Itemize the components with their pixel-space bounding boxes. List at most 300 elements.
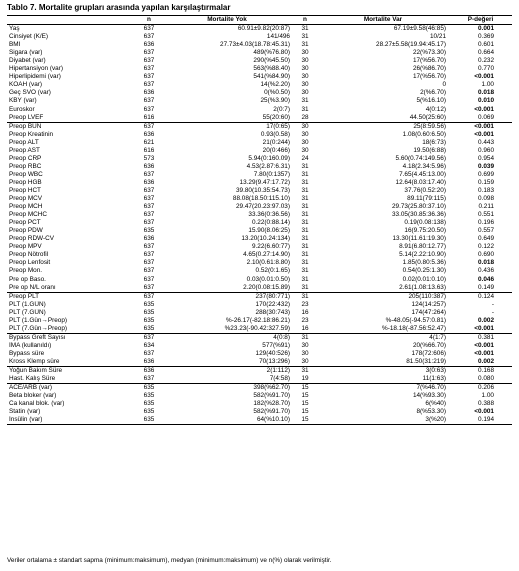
n-value: 635 [143, 408, 155, 416]
row-label: Preop Kreatinin [9, 130, 54, 138]
no-mortality-value: 25(%3.90) [260, 97, 290, 105]
n-value: 31 [301, 267, 309, 275]
n-value: 616 [143, 113, 155, 121]
row-label: Yaş [9, 25, 20, 33]
n-value: 30 [301, 138, 309, 146]
p-value: 0.770 [478, 65, 494, 73]
n-value: 636 [143, 357, 155, 365]
n-value: 30 [301, 57, 309, 65]
table-row [7, 358, 512, 367]
table-row [7, 49, 512, 57]
n-value: 637 [143, 195, 155, 203]
no-mortality-value: 9.22(6.60:77) [251, 243, 290, 251]
n-value: 637 [143, 259, 155, 267]
p-value: 0.001 [478, 25, 494, 33]
p-value: <0.001 [474, 324, 494, 332]
row-label: Preop AST [9, 146, 40, 154]
n-value: 637 [143, 25, 155, 33]
n-value: 637 [143, 203, 155, 211]
p-value: 0.649 [478, 235, 494, 243]
table-row [7, 350, 512, 358]
table-row [7, 325, 512, 334]
row-label: Preop CRP [9, 154, 42, 162]
n-value: 637 [137, 122, 161, 131]
table-row [7, 301, 512, 309]
row-label: Hiperlipidemi (var) [9, 73, 61, 81]
n-value: 637 [137, 333, 161, 342]
table-row [7, 139, 512, 147]
table-row [7, 317, 512, 325]
row-label: Sigara (var) [9, 49, 43, 57]
p-value: 0.098 [478, 195, 494, 203]
n-value: 31 [301, 219, 309, 227]
no-mortality-value: 70(13:296) [259, 357, 290, 365]
mortality-value: 0.54(0.25:1.30) [402, 267, 446, 275]
table-row [7, 416, 512, 425]
p-value: 1.00 [481, 392, 494, 400]
mortality-value: 22(%73.30) [412, 49, 446, 57]
mortality-value: 11(1:63) [422, 375, 446, 383]
table-row [7, 309, 512, 317]
row-label: ACE/ARB (var) [7, 384, 137, 393]
n-value: 637 [143, 275, 155, 283]
n-value: 31 [301, 227, 309, 235]
table-row [7, 284, 512, 293]
n-value: 636 [143, 130, 155, 138]
no-mortality-value: 0.52(0:1.65) [255, 267, 290, 275]
n-value: 637 [143, 267, 155, 275]
row-label: PLT (1.Gün→Preop) [9, 316, 68, 324]
table-row [7, 114, 512, 123]
table-row [7, 333, 512, 342]
mortality-value: 8.91(6.80:12.77) [399, 243, 446, 251]
table-row [7, 243, 512, 251]
n-value: 31 [301, 97, 309, 105]
n-value: 30 [293, 122, 317, 131]
table-row [7, 131, 512, 139]
mortality-value: 19.50(6:88) [413, 146, 446, 154]
table-row [7, 33, 512, 41]
p-value: 0.954 [478, 154, 494, 162]
p-value: <0.001 [474, 73, 494, 81]
table-row [7, 179, 512, 187]
n-value: 31 [301, 203, 309, 211]
n-value: 636 [143, 41, 155, 49]
table-row [7, 163, 512, 171]
p-value: 0.002 [478, 357, 494, 365]
p-value: <0.001 [474, 341, 494, 349]
row-label: KOAH (var) [9, 81, 43, 89]
mortality-value: 4(1:7) [317, 333, 449, 342]
n-value: 616 [143, 146, 155, 154]
table-row [7, 73, 512, 81]
comparison-table [7, 15, 512, 425]
n-value: 16 [301, 324, 309, 332]
no-mortality-value: 141/496 [266, 33, 290, 41]
row-label: Preop Mon. [9, 267, 43, 275]
table-row [7, 392, 512, 400]
p-value: 0.551 [478, 211, 494, 219]
n-value: 636 [143, 89, 155, 97]
mortality-value: 0.02(0.01:0.10) [402, 275, 446, 283]
n-value: 637 [143, 219, 155, 227]
no-mortality-value: 27.73±4.03(18.78:45.31) [220, 41, 290, 49]
table-row [7, 57, 512, 65]
no-mortality-value: 17(0:65) [161, 122, 293, 131]
p-value: 0.369 [478, 33, 494, 41]
n-value: 30 [301, 81, 309, 89]
n-value: 30 [301, 89, 309, 97]
p-value: 0.443 [478, 138, 494, 146]
no-mortality-value: 288(30:743) [255, 308, 290, 316]
no-mortality-value: 4.53(2.87:6.31) [246, 162, 290, 170]
row-label: Preop MPV [9, 243, 42, 251]
mortality-value: 5.60(0.74:149.56) [395, 154, 446, 162]
n-value: 31 [301, 283, 309, 291]
mortality-value: 67.19±9.58(46:85) [393, 25, 446, 33]
no-mortality-value: 2(0:7) [273, 105, 290, 113]
p-value: 0.388 [478, 400, 494, 408]
table-row [7, 251, 512, 259]
row-label: Beta bloker (var) [9, 392, 57, 400]
mortality-value: %-18.18(-87.56:52.47) [382, 324, 446, 332]
no-mortality-value: 2.10(0.61:8.80) [246, 259, 290, 267]
n-value: 31 [301, 33, 309, 41]
no-mortality-value: 60.91±9.82(20:87) [237, 25, 290, 33]
row-label: Preop Lenfosit [9, 259, 51, 267]
row-label: Cinsiyet (K/E) [9, 33, 49, 41]
mortality-value: 205(110:387) [317, 292, 449, 301]
table-row [7, 155, 512, 163]
n-value: 30 [301, 65, 309, 73]
table-footnote: Veriler ortalama ± standart sapma (minimum:maksimum), medyan (minimum:maksimum) ve n(%) olarak verilmiştir. [7, 557, 332, 564]
mortality-value: 1.85(0.80:5.36) [402, 259, 446, 267]
table-row [7, 227, 512, 235]
p-value: 0.159 [478, 178, 494, 186]
no-mortality-value: 541(%84.90) [253, 73, 290, 81]
p-value: 0.069 [478, 113, 494, 121]
row-label: Preop ALT [9, 138, 39, 146]
p-value: 0.194 [449, 416, 512, 425]
n-value: 15 [301, 400, 309, 408]
no-mortality-value: 39.80(10.35:54.73) [235, 186, 290, 194]
n-value: 637 [143, 211, 155, 219]
row-label: Kross Klemp süre [9, 357, 60, 365]
no-mortality-value: 2(1:112) [161, 367, 293, 376]
table-row [7, 367, 512, 376]
row-label: PLT (1.GÜN) [9, 300, 46, 308]
p-value: <0.001 [474, 349, 494, 357]
p-value: <0.001 [449, 122, 512, 131]
row-label: Preop MCV [9, 195, 43, 203]
n-value: 23 [301, 316, 309, 324]
row-label: İMA (kullanıldı) [9, 341, 52, 349]
row-label: Bypass Greft Sayısı [7, 333, 137, 342]
table-title: Tablo 7. Mortalite grupları arasında yapılan karşılaştırmalar [7, 3, 231, 12]
n-value: 30 [301, 349, 309, 357]
mortality-value: 12.64(8.03:17.40) [395, 178, 446, 186]
n-value: 31 [301, 105, 309, 113]
no-mortality-value: 88.08(18.50:115.10) [232, 195, 290, 203]
n-value: 636 [143, 162, 155, 170]
row-label: Pre op N/L oranı [9, 283, 56, 291]
no-mortality-value: 0(%0.50) [264, 89, 290, 97]
n-value: 637 [143, 97, 155, 105]
table-row [7, 41, 512, 49]
row-label: BMI [9, 41, 21, 49]
n-value: 30 [301, 49, 309, 57]
header-cell: n [137, 16, 161, 25]
mortality-value: 4.18(2.34:5.96) [402, 162, 446, 170]
table-row [7, 292, 512, 301]
table-row [7, 81, 512, 89]
no-mortality-value: 182(%28.70) [253, 400, 290, 408]
no-mortality-value: 0.93(0.58) [260, 130, 290, 138]
no-mortality-value: 0.22(0:88.14) [251, 219, 290, 227]
n-value: 31 [293, 292, 317, 301]
mortality-value: 89.11(79:115) [407, 195, 446, 203]
n-value: 637 [143, 33, 155, 41]
n-value: 31 [301, 178, 309, 186]
table-row [7, 171, 512, 179]
n-value: 621 [143, 138, 155, 146]
no-mortality-value: 5.94(0:160.09) [248, 154, 290, 162]
n-value: 31 [301, 275, 309, 283]
n-value: 634 [143, 341, 155, 349]
n-value: 637 [143, 65, 155, 73]
no-mortality-value: 13.20(10.24:134) [241, 235, 290, 243]
n-value: 637 [137, 292, 161, 301]
p-value: <0.001 [474, 408, 494, 416]
p-value: <0.001 [474, 130, 494, 138]
n-value: 637 [143, 73, 155, 81]
no-mortality-value: 489(%76.80) [253, 49, 290, 57]
mortality-value: 1.08(0.60:6.50) [402, 130, 446, 138]
no-mortality-value: 64(%10.10) [161, 416, 293, 425]
mortality-value: 28.27±5.58(19.94:45.17) [376, 41, 446, 49]
row-label: Preop HCT [9, 186, 41, 194]
n-value: 637 [143, 57, 155, 65]
mortality-value: %-48.05(-94.57:0.81) [385, 316, 446, 324]
n-value: 637 [143, 49, 155, 57]
no-mortality-value: 582(%91.70) [253, 392, 290, 400]
table-row [7, 187, 512, 195]
no-mortality-value: 15.90(8.06:25) [248, 227, 290, 235]
table-row [7, 147, 512, 155]
p-value: 0.557 [478, 227, 494, 235]
no-mortality-value: 2.20(0.08:15.89) [243, 283, 290, 291]
row-label: Preop BUN [7, 122, 137, 131]
mortality-value: 5(%16.10) [416, 97, 446, 105]
n-value: 15 [293, 384, 317, 393]
n-value: 635 [137, 416, 161, 425]
mortality-value: 178(72:606) [411, 349, 446, 357]
row-label: Hast. Kalış Süre [9, 375, 56, 383]
p-value: 0.690 [478, 251, 494, 259]
p-value: 0.039 [478, 162, 494, 170]
mortality-value: 6(%40) [425, 400, 446, 408]
mortality-value: 2.61(1.08:13.63) [399, 283, 446, 291]
p-value: 0.232 [478, 57, 494, 65]
table-row [7, 203, 512, 211]
n-value: 31 [301, 170, 309, 178]
mortality-value: 37.76(0.52:20) [404, 186, 446, 194]
row-label: Preop MCHC [9, 211, 47, 219]
row-label: Bypass süre [9, 349, 45, 357]
p-value: 0.196 [478, 219, 494, 227]
n-value: 19 [301, 375, 309, 383]
row-label: Yoğun Bakım Süre [7, 367, 137, 376]
n-value: 31 [293, 367, 317, 376]
p-value: 0.046 [478, 275, 494, 283]
row-label: Hipertansiyon (var) [9, 65, 63, 73]
n-value: 31 [301, 195, 309, 203]
row-label: PLT (7.Gün→Preop) [9, 324, 68, 332]
table-row [7, 219, 512, 227]
n-value: 31 [301, 243, 309, 251]
n-value: 15 [301, 408, 309, 416]
mortality-value: 0 [442, 81, 446, 89]
n-value: 31 [301, 235, 309, 243]
p-value: 0.699 [478, 170, 494, 178]
n-value: 15 [293, 416, 317, 425]
no-mortality-value: 582(%91.70) [253, 408, 290, 416]
row-label: Pre op Baso. [9, 275, 46, 283]
n-value: 31 [301, 251, 309, 259]
mortality-value: 8(%53.30) [416, 408, 446, 416]
n-value: 635 [143, 392, 155, 400]
table-row [7, 400, 512, 408]
table-row [7, 25, 512, 34]
mortality-value: 10/21 [430, 33, 446, 41]
n-value: 637 [143, 170, 155, 178]
p-value: 0.018 [478, 259, 494, 267]
n-value: 637 [143, 186, 155, 194]
mortality-value: 174(47:264) [411, 308, 446, 316]
table-row [7, 375, 512, 384]
row-label: Preop PDW [9, 227, 43, 235]
row-label: Euroskor [9, 105, 35, 113]
no-mortality-value: 7(4:58) [269, 375, 290, 383]
header-cell: n [293, 16, 317, 25]
row-label: KBY (var) [9, 97, 37, 105]
p-value: 0.002 [478, 316, 494, 324]
header-cell [7, 16, 137, 25]
no-mortality-value: 577(%91) [262, 341, 290, 349]
no-mortality-value: 0.03(0.01:0.50) [246, 275, 290, 283]
row-label: Preop Nötrofil [9, 251, 49, 259]
n-value: 637 [143, 349, 155, 357]
p-value: 0.168 [449, 367, 512, 376]
n-value: 31 [301, 162, 309, 170]
mortality-value: 16(9.75:20.50) [404, 227, 446, 235]
p-value: 0.122 [478, 243, 494, 251]
header-row [7, 16, 512, 25]
n-value: 30 [301, 73, 309, 81]
n-value: 28 [301, 113, 309, 121]
table-row [7, 89, 512, 97]
no-mortality-value: 20(0:466) [262, 146, 290, 154]
p-value: 0.124 [449, 292, 512, 301]
row-label: PLT (7.GÜN) [9, 308, 46, 316]
header-cell: Mortalite Yok [161, 16, 293, 25]
n-value: 30 [301, 146, 309, 154]
n-value: 635 [143, 300, 155, 308]
n-value: 31 [301, 259, 309, 267]
row-label: İnsülin (var) [7, 416, 137, 425]
n-value: 636 [143, 178, 155, 186]
n-value: 573 [143, 154, 155, 162]
row-label: Preop PLT [7, 292, 137, 301]
mortality-value: 17(%56.70) [412, 57, 446, 65]
p-value: 0.381 [449, 333, 512, 342]
no-mortality-value: 29.47(20.23:97.03) [235, 203, 290, 211]
mortality-value: 7(%46.70) [317, 384, 449, 393]
table-row [7, 408, 512, 416]
mortality-value: 25(8:59.56) [317, 122, 449, 131]
table-row [7, 106, 512, 114]
table-row [7, 65, 512, 73]
no-mortality-value: %23.23(-90.42:327.59) [224, 324, 290, 332]
table-row [7, 276, 512, 284]
table-row [7, 211, 512, 219]
n-value: 31 [301, 211, 309, 219]
n-value: 637 [143, 105, 155, 113]
p-value: 0.601 [478, 41, 494, 49]
n-value: 15 [301, 392, 309, 400]
p-value: 0.018 [478, 89, 494, 97]
p-value: - [491, 300, 494, 308]
mortality-value: 3(%20) [317, 416, 449, 425]
n-value: 31 [293, 333, 317, 342]
no-mortality-value: 33.36(0:36.56) [248, 211, 290, 219]
mortality-value: 4(0:12) [425, 105, 446, 113]
n-value: 637 [143, 251, 155, 259]
no-mortality-value: 290(%45.50) [253, 57, 290, 65]
p-value: - [491, 308, 494, 316]
no-mortality-value: 129(40:526) [255, 349, 290, 357]
n-value: 637 [143, 81, 155, 89]
row-label: Preop LVEF [9, 113, 44, 121]
row-label: Preop RDW-CV [9, 235, 54, 243]
n-value: 31 [301, 25, 309, 33]
n-value: 635 [137, 384, 161, 393]
mortality-value: 44.50(25:60) [409, 113, 446, 121]
mortality-value: 17(%56.70) [412, 73, 446, 81]
row-label: Geç SVO (var) [9, 89, 51, 97]
p-value: 0.149 [478, 283, 494, 291]
p-value: 0.206 [449, 384, 512, 393]
n-value: 637 [143, 375, 155, 383]
n-value: 16 [301, 308, 309, 316]
mortality-value: 81.50(31:219) [406, 357, 446, 365]
row-label: Diyabet (var) [9, 57, 46, 65]
no-mortality-value: 7.80(0:1357) [253, 170, 290, 178]
n-value: 23 [301, 300, 309, 308]
n-value: 30 [301, 357, 309, 365]
no-mortality-value: %-26.17(-82.18:86.21) [226, 316, 290, 324]
n-value: 24 [301, 154, 309, 162]
p-value: <0.001 [474, 105, 494, 113]
n-value: 31 [301, 41, 309, 49]
n-value: 31 [301, 186, 309, 194]
p-value: 0.211 [478, 203, 494, 211]
row-label: Preop MCH [9, 203, 43, 211]
mortality-value: 124(14:257) [411, 300, 446, 308]
row-label: Statin (var) [9, 408, 41, 416]
table-row [7, 267, 512, 275]
mortality-value: 33.05(30.85:36.36) [391, 211, 446, 219]
